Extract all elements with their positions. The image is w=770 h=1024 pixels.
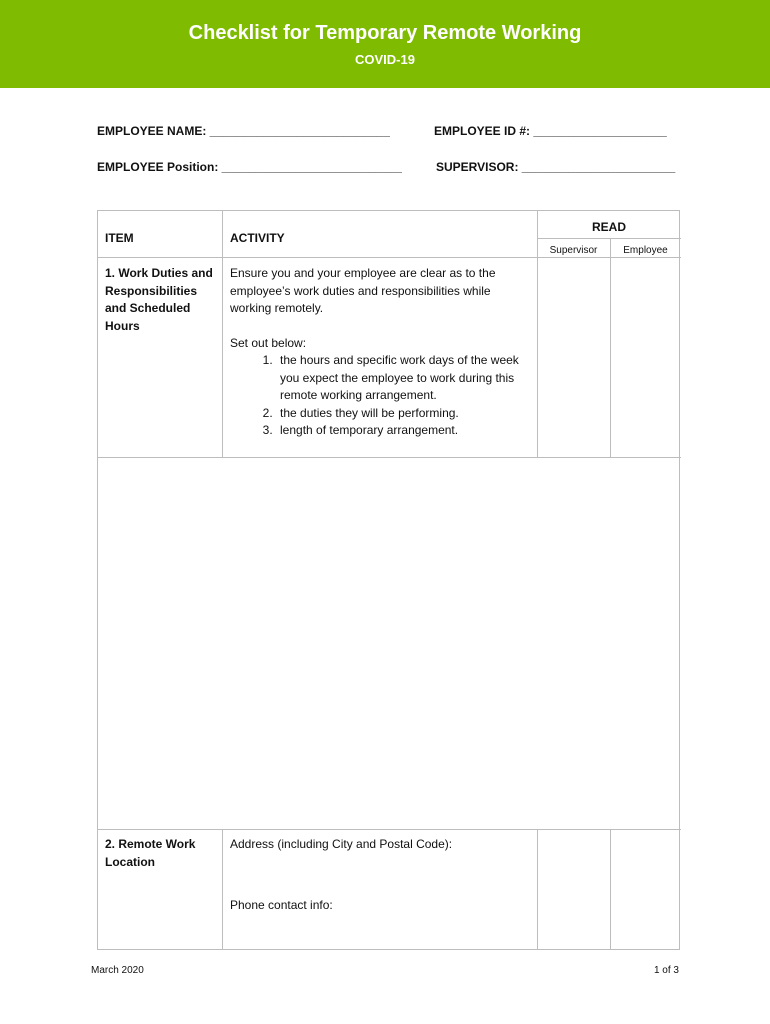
checklist-table <box>97 210 680 950</box>
header-employee: Employee <box>623 245 668 256</box>
setout-label: Set out below: <box>230 335 307 350</box>
item-remote-location: 2. Remote Work Location <box>105 837 196 869</box>
document-title: Checklist for Temporary Remote Working <box>188 22 582 44</box>
header-supervisor: Supervisor <box>549 245 598 256</box>
page-number: 1 of 3 <box>653 965 679 976</box>
row-divider <box>98 829 681 830</box>
header-item: ITEM <box>105 231 134 245</box>
col-divider <box>537 829 538 949</box>
list-item: 1. the hours and specific work days of the week you expect the employee to work during this remote working arrangement. <box>276 352 530 405</box>
activity-work-duties: Ensure you and your employee are clear as to the employee’s work duties and responsibilities while working remotely. Set out below: 1. the hours and specific work days of the week you expect the employee to work during this remote working arrangement. 2. the duties they will be performing. 3. length of temporary arrangement. <box>230 265 530 440</box>
header-activity: ACTIVITY <box>230 231 285 245</box>
list-item: 2. the duties they will be performing. <box>276 405 530 423</box>
col-divider <box>610 238 611 457</box>
row-divider <box>222 257 537 258</box>
col-divider <box>222 211 223 457</box>
row-divider <box>98 257 222 258</box>
header-banner <box>0 0 770 88</box>
employee-position-field[interactable]: EMPLOYEE Position: ___________________________ <box>97 160 402 174</box>
employee-name-field[interactable]: EMPLOYEE NAME: ___________________________ <box>97 124 390 138</box>
duties-list <box>230 352 530 440</box>
item-work-duties: 1. Work Duties and Responsibilities and Scheduled Hours <box>105 266 213 333</box>
list-item: 3. length of temporary arrangement. <box>276 422 530 440</box>
col-divider <box>610 829 611 949</box>
header-read: READ <box>591 220 626 234</box>
row-divider <box>98 457 681 458</box>
document-subtitle: COVID-19 <box>355 52 415 67</box>
row-divider <box>537 238 681 239</box>
supervisor-field[interactable]: SUPERVISOR: _______________________ <box>436 160 676 174</box>
col-divider <box>222 829 223 949</box>
footer-date: March 2020 <box>91 965 144 976</box>
phone-label: Phone contact info: <box>230 898 333 912</box>
employee-id-field[interactable]: EMPLOYEE ID #: ____________________ <box>434 124 667 138</box>
address-label: Address (including City and Postal Code): <box>230 837 453 851</box>
